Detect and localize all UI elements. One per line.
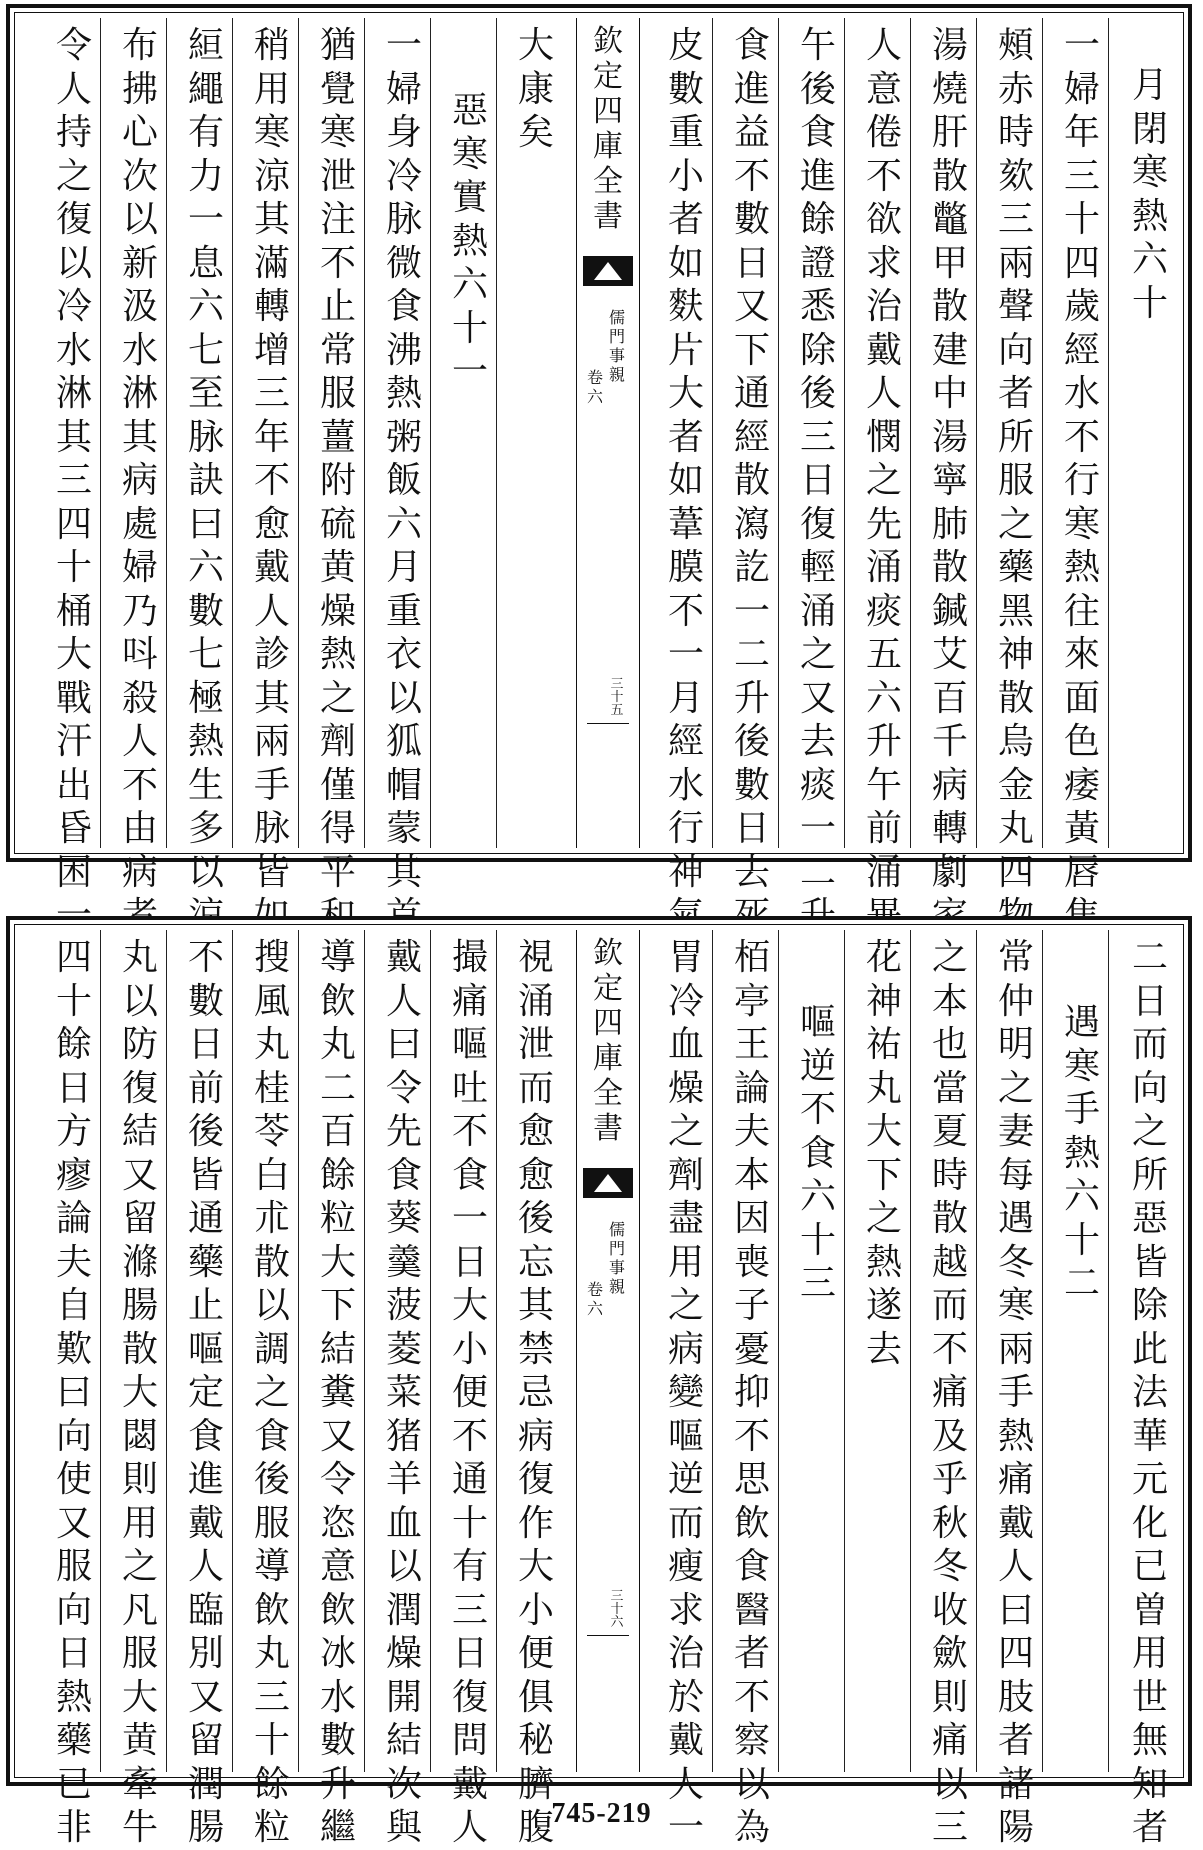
column-rule bbox=[100, 930, 101, 1772]
text-column: 視 涌 泄 而 愈 愈 後 忘 其 禁 忌 病 復 作 大 小 便 俱 秘 臍 腹 bbox=[517, 937, 554, 1848]
text-column: 稍 用 寒 涼 其 滿 轉 增 三 年 不 愈 戴 人 診 其 兩 手 脉 皆 bbox=[253, 25, 290, 893]
top-page bbox=[6, 4, 1192, 893]
column-rule bbox=[364, 930, 365, 1772]
column-rule bbox=[778, 930, 779, 1772]
column-rule bbox=[232, 930, 233, 1772]
column-rule bbox=[100, 18, 101, 848]
page-fold bbox=[576, 930, 640, 1772]
column-rule bbox=[166, 18, 167, 848]
column-rule bbox=[496, 18, 497, 848]
text-column: 猶 覺 寒 泄 注 不 止 常 服 薑 附 硫 黄 燥 熱 之 劑 僅 得 平 bbox=[319, 25, 356, 893]
text-column: 月 閉 寒 熱 六 十 bbox=[1131, 65, 1168, 324]
column-rule bbox=[976, 930, 977, 1772]
column-rule bbox=[430, 930, 431, 1772]
text-column: 胃 冷 血 燥 之 劑 盡 用 之 病 變 嘔 逆 而 瘦 求 治 於 戴 人 一 bbox=[667, 937, 704, 1848]
column-rule bbox=[1042, 18, 1043, 848]
column-rule bbox=[1108, 930, 1109, 1772]
text-column: 惡 寒 實 熱 六 十 一 bbox=[451, 90, 488, 392]
column-rule bbox=[910, 18, 911, 848]
column-rule bbox=[166, 930, 167, 1772]
text-column: 丸 以 防 復 結 又 留 滌 腸 散 大 閟 則 用 之 凡 服 大 黄 牽 牛 bbox=[121, 937, 158, 1848]
page-number-footer: 745-219 bbox=[551, 1798, 652, 1829]
column-rule bbox=[364, 18, 365, 848]
text-column: 一 婦 身 冷 脉 微 食 沸 熱 粥 飯 六 月 重 衣 以 狐 帽 蒙 其 bbox=[385, 25, 422, 893]
column-rule bbox=[844, 18, 845, 848]
text-column: 二 日 而 向 之 所 惡 皆 除 此 法 華 元 化 已 曽 用 世 無 知 者 bbox=[1131, 937, 1168, 1848]
column-rule bbox=[910, 930, 911, 1772]
fold-rule bbox=[587, 1635, 629, 1636]
text-column: 午 後 食 進 餘 證 悉 除 後 三 日 復 輕 涌 之 又 去 痰 一 二 bbox=[799, 25, 836, 893]
column-rule bbox=[232, 18, 233, 848]
text-column: 搜 風 丸 桂 苓 白 朮 散 以 調 之 食 後 服 導 飲 丸 三 十 餘 粒 bbox=[253, 937, 290, 1848]
fold-title: 欽 定 四 庫 全 書 bbox=[593, 936, 623, 1146]
text-column: 不 數 日 前 後 皆 通 藥 止 嘔 定 食 進 戴 人 臨 別 又 留 潤 腸 bbox=[187, 937, 224, 1848]
text-column: 布 拂 心 次 以 新 汲 水 淋 其 病 處 婦 乃 呌 殺 人 不 由 病 bbox=[121, 25, 158, 893]
fold-book-title: 儒 門 事 親 bbox=[608, 1220, 625, 1296]
column-rule bbox=[298, 18, 299, 848]
text-column: 皮 數 重 小 者 如 麩 片 大 者 如 葦 膜 不 一 月 經 水 行 神 bbox=[667, 25, 704, 893]
text-column: 湯 燒 肝 散 鼈 甲 散 建 中 湯 寧 肺 散 鍼 艾 百 千 病 轉 劇 bbox=[931, 25, 968, 893]
column-rule bbox=[778, 18, 779, 848]
text-column: 之 本 也 當 夏 時 散 越 而 不 痛 及 乎 秋 冬 收 歛 則 痛 以 三 bbox=[931, 937, 968, 1848]
fold-book-title: 儒 門 事 親 bbox=[608, 308, 625, 384]
text-column: 戴 人 曰 令 先 食 葵 羹 菠 菱 菜 猪 羊 血 以 潤 燥 開 結 次 與 bbox=[385, 937, 422, 1848]
column-rule bbox=[496, 930, 497, 1772]
fold-page-number: 三 十 五 bbox=[610, 677, 624, 718]
text-column: 食 進 益 不 數 日 又 下 通 經 散 瀉 訖 一 二 升 後 數 日 去 bbox=[733, 25, 770, 893]
text-column: 遇 寒 手 熱 六 十 二 bbox=[1063, 1002, 1100, 1304]
column-rule bbox=[712, 930, 713, 1772]
text-column: 花 神 祐 丸 大 下 之 熱 遂 去 bbox=[865, 937, 902, 1370]
text-column: 常 仲 明 之 妻 每 遇 冬 寒 兩 手 熱 痛 戴 人 曰 四 肢 者 諸 陽 bbox=[997, 937, 1034, 1848]
column-rule bbox=[976, 18, 977, 848]
text-column: 頰 赤 時 欬 三 兩 聲 向 者 所 服 之 藥 黑 神 散 烏 金 丸 四 bbox=[997, 25, 1034, 893]
fold-title: 欽 定 四 庫 全 書 bbox=[593, 24, 623, 234]
text-column: 一 婦 年 三 十 四 歲 經 水 不 行 寒 熱 往 來 面 色 痿 黃 唇 bbox=[1063, 25, 1100, 893]
text-column: 栢 亭 王 論 夫 本 因 喪 子 憂 抑 不 思 飲 食 醫 者 不 察 以 為 bbox=[733, 937, 770, 1848]
text-column: 四 十 餘 日 方 瘳 論 夫 自 歎 曰 向 使 又 服 向 日 熱 藥 已 非 bbox=[55, 937, 92, 1848]
text-column: 令 人 持 之 復 以 冷 水 淋 其 三 四 十 桶 大 戰 汗 出 昏 困 bbox=[55, 25, 92, 893]
text-column: 嘔 逆 不 食 六 十 三 bbox=[799, 1002, 836, 1304]
column-rule bbox=[712, 18, 713, 848]
text-column: 絙 繩 有 力 一 息 六 七 至 脉 訣 曰 六 數 七 極 熱 生 多 以 bbox=[187, 25, 224, 893]
page-fold bbox=[576, 18, 640, 848]
text-column: 大 康 矣 bbox=[517, 25, 554, 153]
column-rule bbox=[1042, 930, 1043, 1772]
fold-rule bbox=[587, 723, 629, 724]
fold-page-number: 三 十 六 bbox=[610, 1589, 624, 1630]
fold-volume: 卷 六 bbox=[586, 1280, 603, 1318]
text-column: 撮 痛 嘔 吐 不 食 一 日 大 小 便 不 通 十 有 三 日 復 問 戴 人 bbox=[451, 937, 488, 1848]
text-column: 導 飲 丸 二 百 餘 粒 大 下 結 糞 又 令 恣 意 飲 冰 水 數 升 繼 bbox=[319, 937, 356, 1848]
fold-fishtail-mark bbox=[583, 256, 633, 286]
column-rule bbox=[1108, 18, 1109, 848]
fold-volume: 卷 六 bbox=[586, 368, 603, 406]
text-column: 人 意 倦 不 欲 求 治 戴 人 憫 之 先 涌 痰 五 六 升 午 前 涌 bbox=[865, 25, 902, 893]
column-rule bbox=[430, 18, 431, 848]
column-rule bbox=[844, 930, 845, 1772]
fold-fishtail-mark bbox=[583, 1168, 633, 1198]
column-rule bbox=[298, 930, 299, 1772]
